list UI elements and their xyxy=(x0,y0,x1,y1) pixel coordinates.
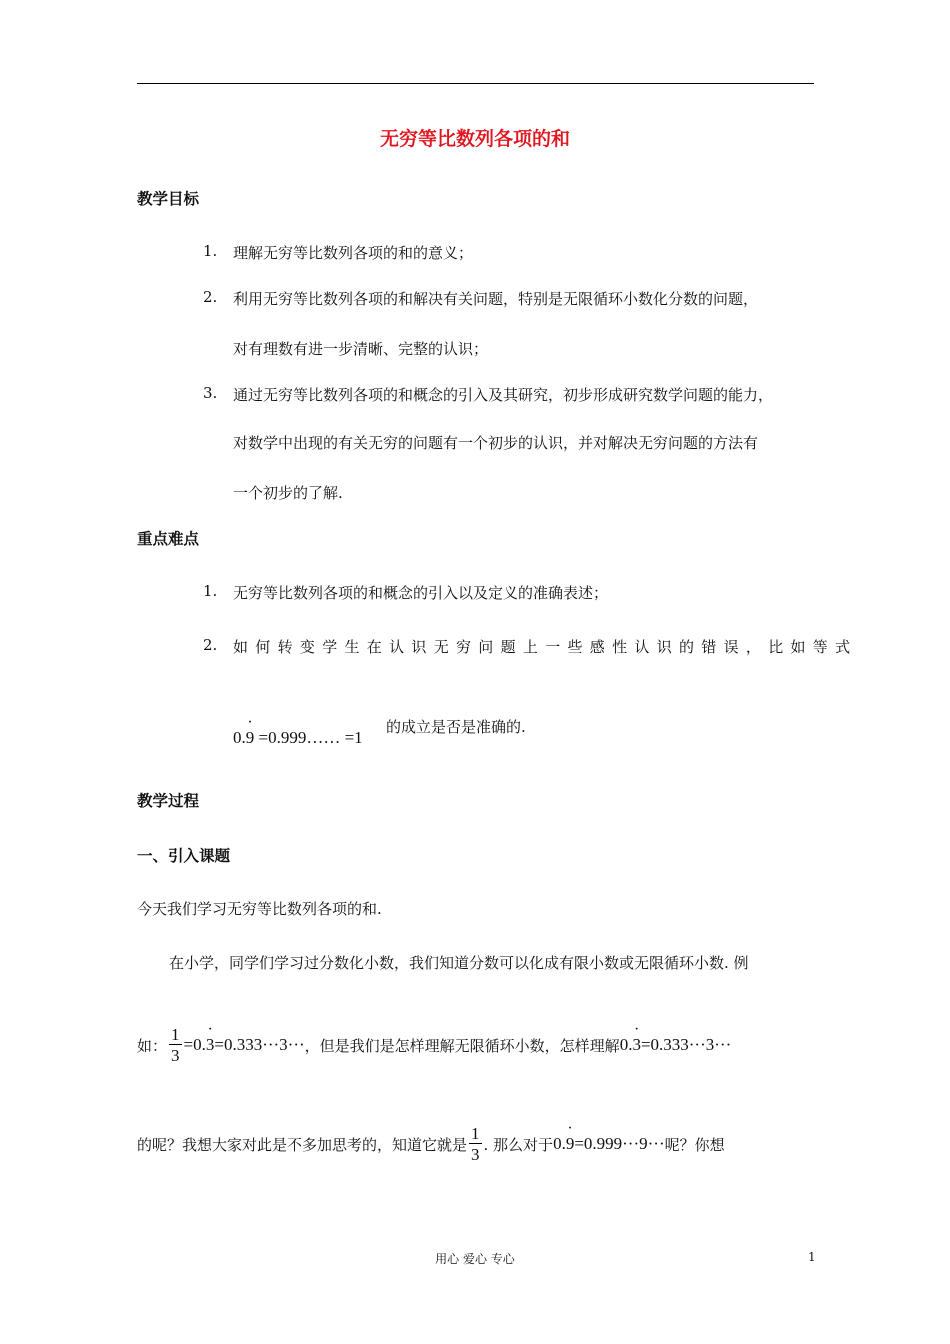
objectives-heading: 教学目标 xyxy=(137,189,200,208)
intro-paragraph-2: 在小学，同学们学习过分数化小数，我们知道分数可以化成有限小数或无限循环小数. 例 xyxy=(169,954,749,972)
fraction-denominator: 3 xyxy=(171,1046,180,1065)
intro-line-3 xyxy=(137,1026,731,1064)
line4-tail: 呢？你想 xyxy=(664,1135,725,1154)
equation-rhs: =0.999…… =1 xyxy=(254,728,363,747)
line4-lead: 的呢？我想大家对此是不多加思考的，知道它就是 xyxy=(137,1135,468,1154)
objective-3-number: 3. xyxy=(203,384,218,402)
line4-middle-text: . 那么对于 xyxy=(483,1135,554,1154)
fraction-one-third xyxy=(169,1026,182,1064)
key-points-heading: 重点难点 xyxy=(137,529,200,548)
objective-1-text: 理解无穷等比数列各项的和的意义； xyxy=(233,244,474,262)
fraction-denominator: 3 xyxy=(471,1145,480,1164)
intro-line-4 xyxy=(137,1125,725,1163)
example-lead: 如： xyxy=(137,1036,168,1055)
equation-repeating-digit: · 9 xyxy=(246,728,255,748)
key-point-2-text: 如何转变学生在认识无穷问题上一些感性认识的错误，比如等式 xyxy=(233,638,858,656)
objective-2-number: 2. xyxy=(203,288,218,306)
footer-slogan: 用心 爱心 专心 xyxy=(435,1252,515,1266)
objective-2-line-1: 利用无穷等比数列各项的和解决有关问题，特别是无限循环小数化分数的问题， xyxy=(233,290,759,308)
fraction-numerator: 1 xyxy=(471,1124,480,1143)
eq1-repeating-digit: · 3 xyxy=(206,1035,215,1055)
eq2-expansion: =0.333···3··· xyxy=(640,1035,732,1054)
eq1-expansion: =0.333···3··· xyxy=(214,1035,305,1054)
objective-3-line-2: 对数学中出现的有关无穷的问题有一个初步的认识，并对解决无穷问题的方法有 xyxy=(233,434,759,452)
eq3-expansion: =0.999···9··· xyxy=(574,1134,665,1153)
objective-3-line-1: 通过无穷等比数列各项的和概念的引入及其研究，初步形成研究数学问题的能力， xyxy=(233,386,774,404)
objective-1-number: 1. xyxy=(203,242,218,260)
eq2-repeating-digit: · 3 xyxy=(632,1035,641,1055)
equation-lhs-int: 0. xyxy=(233,728,246,747)
eq1-prefix: =0. xyxy=(183,1035,206,1054)
process-heading: 教学过程 xyxy=(137,791,200,810)
objective-2-line-2: 对有理数有进一步清晰、完整的认识； xyxy=(233,340,489,358)
page-title: 无穷等比数列各项的和 xyxy=(379,128,570,150)
key-point-1-number: 1. xyxy=(203,582,218,600)
eq3-prefix: 0. xyxy=(553,1134,566,1153)
fraction-one-third-2 xyxy=(469,1125,482,1163)
recurring-decimal-equation xyxy=(233,728,363,748)
header-rule xyxy=(137,83,814,84)
eq3-repeating-digit: · 9 xyxy=(566,1134,575,1154)
example-middle-text: ，但是我们是怎样理解无限循环小数，怎样理解 xyxy=(304,1036,620,1055)
fraction-numerator: 1 xyxy=(171,1025,180,1044)
intro-subheading: 一、引入课题 xyxy=(137,846,231,865)
equation-question-text: 的成立是否是准确的. xyxy=(386,718,526,736)
key-point-2-number: 2. xyxy=(203,636,218,654)
eq2-prefix: 0. xyxy=(619,1035,633,1054)
intro-paragraph-1: 今天我们学习无穷等比数列各项的和. xyxy=(137,900,382,918)
page-number: 1 xyxy=(808,1250,816,1264)
key-point-1-text: 无穷等比数列各项的和概念的引入以及定义的准确表述； xyxy=(233,584,609,602)
objective-3-line-3: 一个初步的了解. xyxy=(233,484,343,502)
